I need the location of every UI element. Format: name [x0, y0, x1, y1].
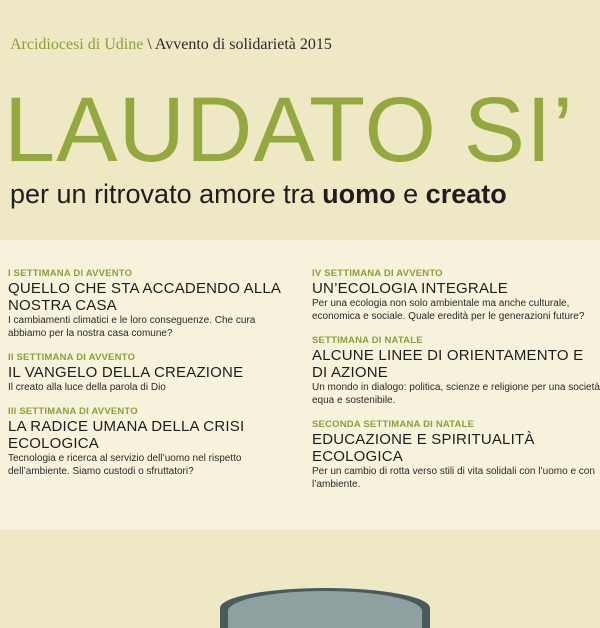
week-description: Per una ecologia non solo ambientale ma anche culturale, economica e sociale. Quale eredità per le generazioni future? — [312, 298, 585, 322]
week-description: Il creato alla luce della parola di Dio — [8, 382, 166, 393]
week-label: I SETTIMANA DI AVVENTO — [8, 268, 133, 279]
week-item — [8, 268, 288, 340]
week-heading: IL VANGELO DELLA CREAZIONE — [8, 364, 244, 381]
week-label: IV SETTIMANA DI AVVENTO — [312, 268, 443, 279]
organization-name: Arcidiocesi di Udine — [10, 36, 144, 53]
week-heading: UN’ECOLOGIA INTEGRALE — [312, 280, 508, 297]
page-title: LAUDATO SI’ — [4, 79, 574, 181]
week-item — [8, 406, 288, 478]
weeks-column-right — [312, 268, 600, 503]
week-description: Tecnologia e ricerca al servizio dell’uomo nel rispetto dell’ambiente. Siamo custodi o sfruttatori? — [8, 453, 242, 477]
week-heading: LA RADICE UMANA DELLA CRISI ECOLOGICA — [8, 418, 245, 452]
campaign-name: Avvento di solidarietà 2015 — [154, 36, 332, 53]
header — [0, 0, 600, 232]
week-item — [312, 335, 600, 407]
week-description: Un mondo in dialogo: politica, scienze e religione per una società equa e sostenibile. — [312, 382, 600, 406]
globe-image — [220, 588, 430, 628]
week-label: II SETTIMANA DI AVVENTO — [8, 352, 136, 363]
page-subtitle — [10, 178, 507, 210]
week-description: Per un cambio di rotta verso stili di vita solidali con l’uomo e con l’ambiente. — [312, 466, 595, 490]
week-item — [312, 268, 600, 323]
subtitle-word-creato: creato — [425, 179, 507, 209]
week-item — [8, 352, 288, 394]
topline-separator: \ — [147, 36, 152, 53]
weeks-column-left — [8, 268, 288, 490]
week-heading: ALCUNE LINEE DI ORIENTAMENTO E DI AZIONE — [312, 347, 584, 381]
week-label: SECONDA SETTIMANA DI NATALE — [312, 419, 475, 430]
week-heading: QUELLO CHE STA ACCADENDO ALLA NOSTRA CASA — [8, 280, 281, 314]
week-item — [312, 419, 600, 491]
weeks-panel — [0, 240, 600, 530]
subtitle-word-uomo: uomo — [322, 179, 396, 209]
topline — [10, 36, 332, 54]
week-label: SETTIMANA DI NATALE — [312, 335, 423, 346]
week-description: I cambiamenti climatici e le loro conseguenze. Che cura abbiamo per la nostra casa comune? — [8, 315, 256, 339]
week-heading: EDUCAZIONE E SPIRITUALITÀ ECOLOGICA — [312, 431, 535, 465]
subtitle-text-start: per un ritrovato amore tra — [10, 179, 323, 209]
subtitle-text-mid: e — [395, 179, 426, 209]
week-label: III SETTIMANA DI AVVENTO — [8, 406, 138, 417]
